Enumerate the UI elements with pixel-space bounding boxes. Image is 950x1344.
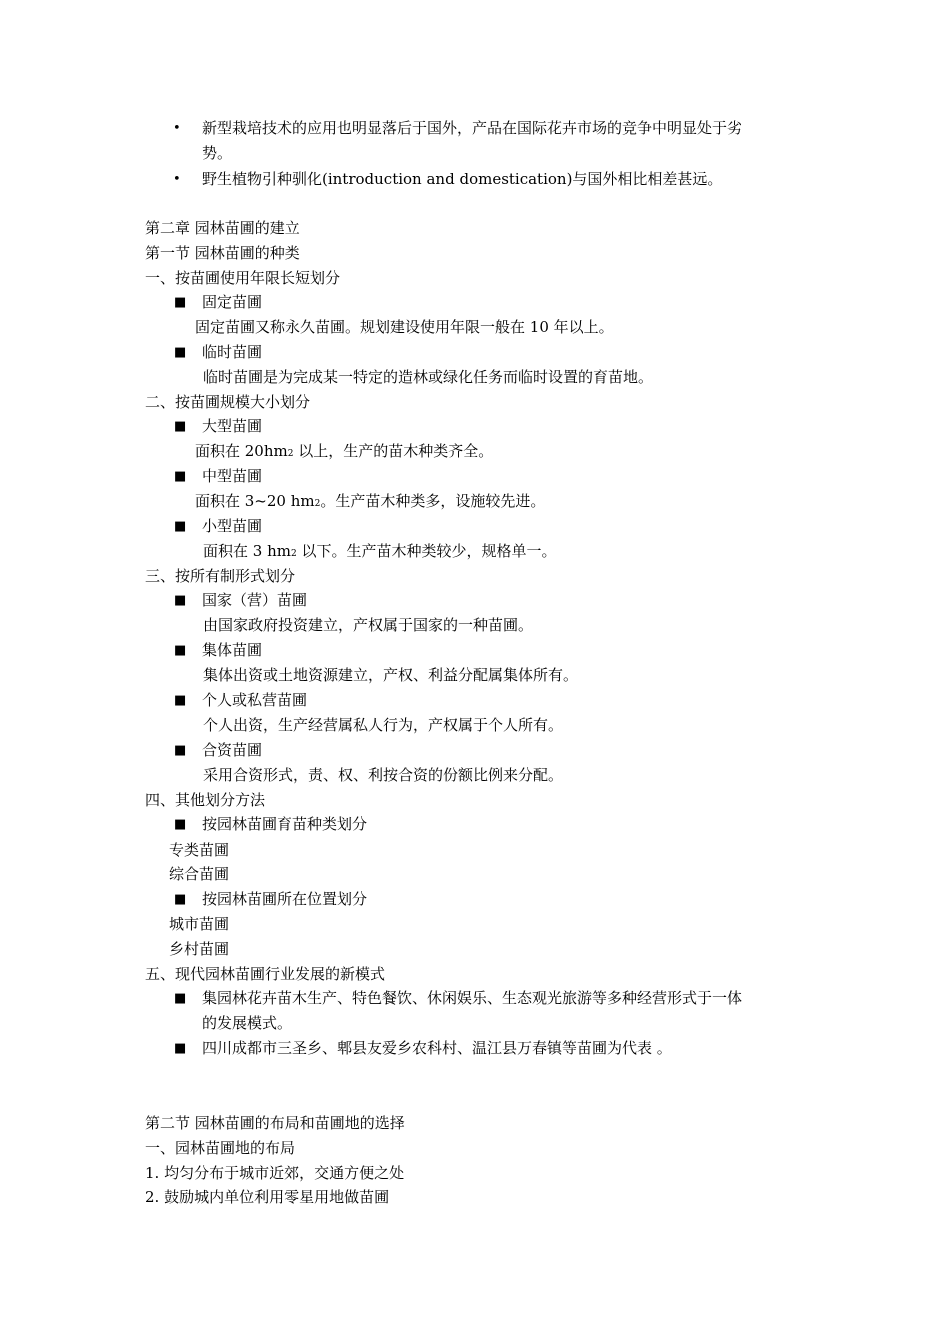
square-bullet-icon: ■ <box>174 469 187 484</box>
item-desc: 面积在 20hm2 以上，生产的苗木种类齐全。 <box>195 442 494 460</box>
item-desc: 个人出资，生产经营属私人行为，产权属于个人所有。 <box>203 716 564 734</box>
item-desc: 面积在 3~20 hm2。生产苗木种类多，设施较先进。 <box>195 492 546 510</box>
square-bullet-icon: ■ <box>174 345 187 360</box>
heading-5: 五、现代园林苗圃行业发展的新模式 <box>145 965 386 983</box>
section-1-title: 第一节 园林苗圃的种类 <box>145 244 300 262</box>
chapter-title: 第二章 园林苗圃的建立 <box>145 219 300 237</box>
numbered-item: 2. 鼓励城内单位利用零星用地做苗圃 <box>145 1188 390 1206</box>
section-2-title: 第二节 园林苗圃的布局和苗圃地的选择 <box>145 1114 405 1132</box>
list-item: 乡村苗圃 <box>169 940 230 958</box>
item-desc: 临时苗圃是为完成某一特定的造林或绿化任务而临时设置的育苗地。 <box>203 368 654 386</box>
square-bullet-icon: ■ <box>174 519 187 534</box>
item-desc: 集体出资或土地资源建立，产权、利益分配属集体所有。 <box>203 666 579 684</box>
square-bullet-icon: ■ <box>174 743 187 758</box>
item-label: 合资苗圃 <box>202 741 263 759</box>
item-desc: 由国家政府投资建立，产权属于国家的一种苗圃。 <box>203 616 534 634</box>
item-label: 按园林苗圃育苗种类划分 <box>202 815 368 833</box>
item-desc: 采用合资形式，责、权、利按合资的份额比例来分配。 <box>203 766 564 784</box>
list-item: 城市苗圃 <box>169 915 230 933</box>
heading-4: 四、其他划分方法 <box>145 791 266 809</box>
square-bullet-icon: ■ <box>174 991 187 1006</box>
square-bullet-icon: ■ <box>174 693 187 708</box>
heading-1: 一、按苗圃使用年限长短划分 <box>145 269 341 287</box>
numbered-item: 1. 均匀分布于城市近郊，交通方便之处 <box>145 1164 405 1182</box>
intro-bullet-1-line-2: 势。 <box>202 144 233 162</box>
square-bullet-icon: ■ <box>174 1041 187 1056</box>
square-bullet-icon: ■ <box>174 419 187 434</box>
item-label: 小型苗圃 <box>202 517 263 535</box>
list-item: 综合苗圃 <box>169 865 230 883</box>
intro-bullet-2: 野生植物引种驯化(introduction and domestication)与国外相比相差甚远。 <box>202 170 723 188</box>
bullet-dot-icon: • <box>173 172 181 187</box>
section-2-heading-1: 一、园林苗圃地的布局 <box>145 1139 296 1157</box>
item-label: 大型苗圃 <box>202 417 263 435</box>
item-label: 中型苗圃 <box>202 467 263 485</box>
item-desc: 面积在 3 hm2 以下。生产苗木种类较少，规格单一。 <box>203 542 557 560</box>
item-text-line-1: 集园林花卉苗木生产、特色餐饮、休闲娱乐、生态观光旅游等多种经营形式于一体 <box>202 989 743 1007</box>
item-text: 四川成都市三圣乡、郫县友爱乡农科村、温江县万春镇等苗圃为代表 。 <box>202 1039 672 1057</box>
item-text-line-2: 的发展模式。 <box>202 1014 293 1032</box>
square-bullet-icon: ■ <box>174 892 187 907</box>
square-bullet-icon: ■ <box>174 593 187 608</box>
item-label: 集体苗圃 <box>202 641 263 659</box>
square-bullet-icon: ■ <box>174 295 187 310</box>
list-item: 专类苗圃 <box>169 841 230 859</box>
item-label: 固定苗圃 <box>202 293 263 311</box>
item-label: 个人或私营苗圃 <box>202 691 308 709</box>
square-bullet-icon: ■ <box>174 817 187 832</box>
heading-3: 三、按所有制形式划分 <box>145 567 296 585</box>
item-label: 按园林苗圃所在位置划分 <box>202 890 368 908</box>
item-label: 临时苗圃 <box>202 343 263 361</box>
bullet-dot-icon: • <box>173 121 181 136</box>
intro-bullet-1-line-1: 新型栽培技术的应用也明显落后于国外，产品在国际花卉市场的竞争中明显处于劣 <box>202 119 743 137</box>
square-bullet-icon: ■ <box>174 643 187 658</box>
item-desc: 固定苗圃又称永久苗圃。规划建设使用年限一般在 10 年以上。 <box>195 318 614 336</box>
item-label: 国家（营）苗圃 <box>202 591 308 609</box>
heading-2: 二、按苗圃规模大小划分 <box>145 393 311 411</box>
